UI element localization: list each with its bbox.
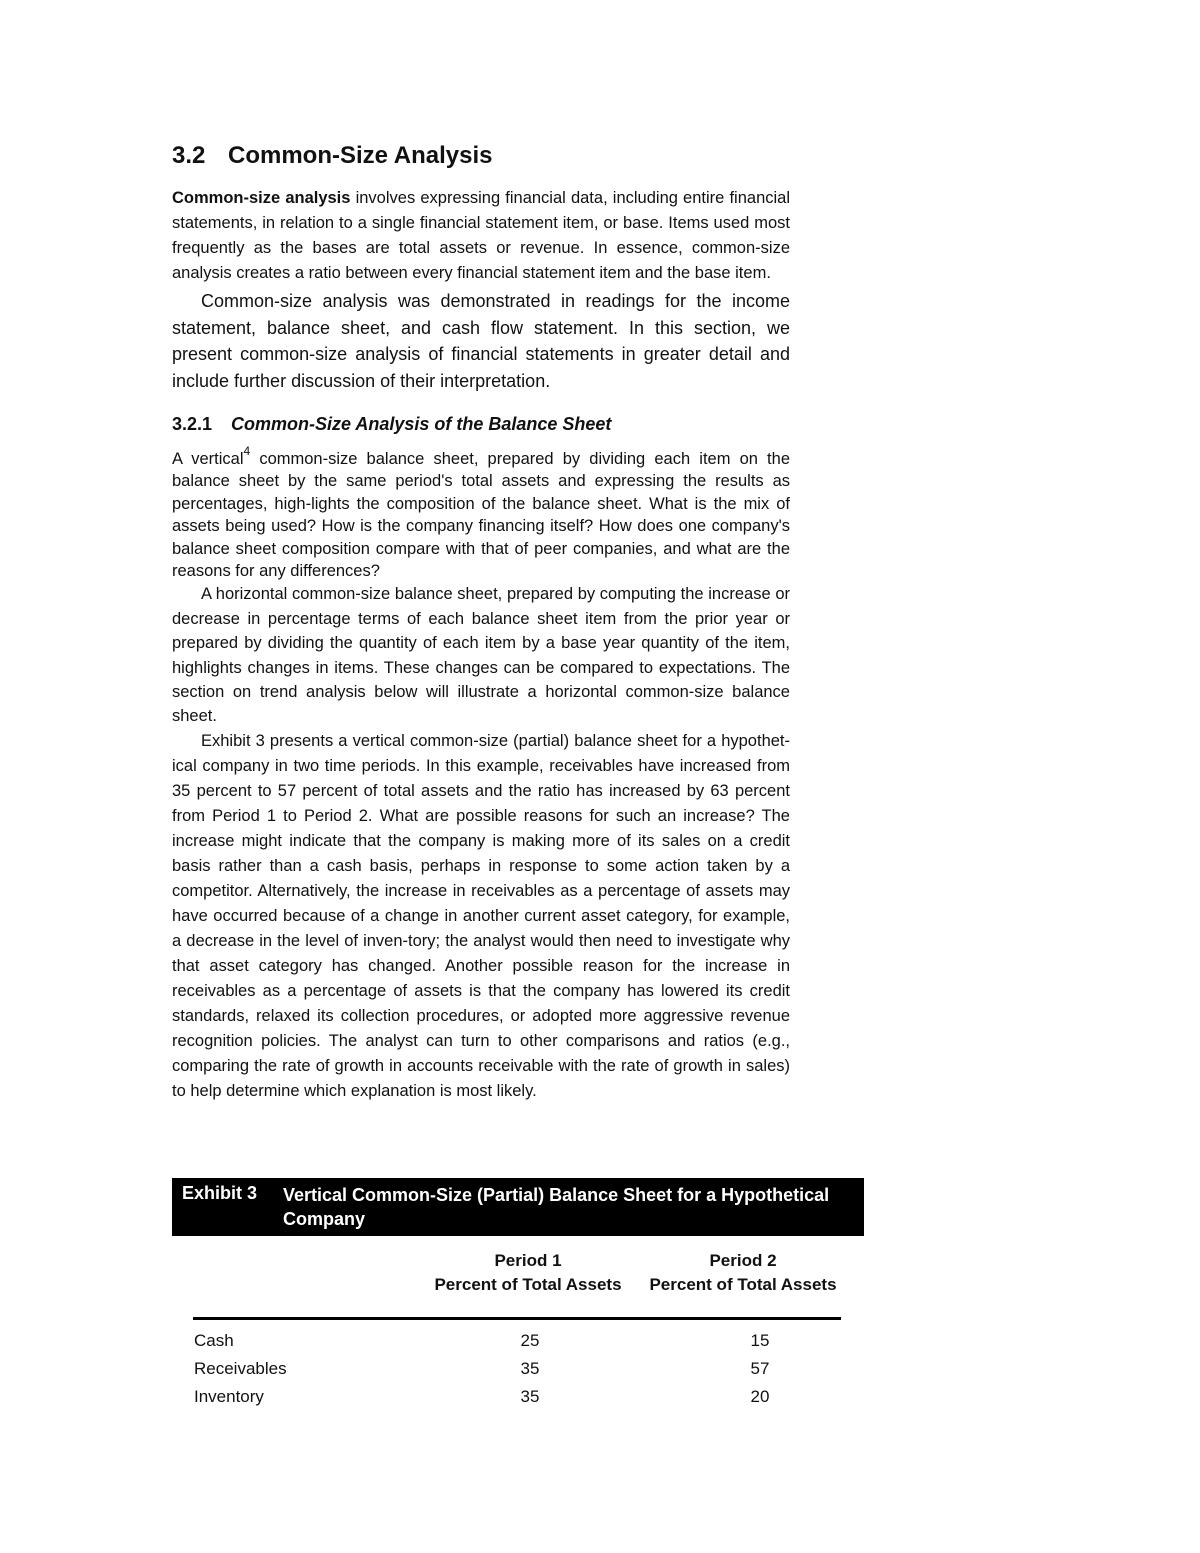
table-row — [0, 1359, 1200, 1387]
subsection-number: 3.2.1 — [172, 414, 213, 434]
column-header-period-1-line2: Percent of Total Assets — [434, 1275, 622, 1294]
section-heading — [172, 140, 790, 172]
row-period-2-value: 57 — [750, 1359, 770, 1378]
paragraph-horizontal: A horizontal common-size balance sheet, prepared by computing the increase or decrease in percentage terms of each balance sheet item from the prior year or prepared by dividing the quantity of each item by a base year quantity of the item, highlights changes in items. These changes can be compared to expectations. The section on trend analysis below will illustrate a horizontal common-size balance sheet. — [172, 585, 790, 726]
paragraph-vertical-lead: A vertical — [172, 450, 244, 468]
row-period-2-value: 15 — [750, 1331, 770, 1350]
column-header-period-2-line1: Period 2 — [709, 1251, 777, 1270]
intro-bold-lead: Common-size analysis — [172, 189, 351, 207]
document-body — [172, 140, 790, 1104]
row-period-1-value: 35 — [520, 1359, 540, 1378]
table-header-rule — [193, 1317, 841, 1320]
footnote-marker: 4 — [243, 443, 251, 458]
subsection-heading — [172, 412, 790, 436]
section-title: Common-Size Analysis — [228, 142, 493, 169]
paragraph-vertical — [172, 443, 790, 582]
row-label: Cash — [194, 1331, 234, 1350]
column-header-period-2-line2: Percent of Total Assets — [649, 1275, 837, 1294]
row-period-2-value: 20 — [750, 1387, 770, 1406]
intro-text: involves expressing financial data, including entire financial statements, in relation to a single financial statement item, or base. Items used most frequently as the bases are total assets or revenue. In essence, common-size analysis creates a ratio between every financial statement item and the base item. — [172, 189, 791, 282]
exhibit-number: Exhibit 3 — [182, 1183, 258, 1203]
paragraph-vertical-text: common-size balance sheet, prepared by dividing each item on the balance sheet by the same period's total assets and expressing the results as percentages, high-lights the composition of the balance sheet. What is the mix of assets being used? How is the company financing itself? How does one company's balance sheet composition compare with that of peer companies, and what are the reasons for any differences? — [172, 450, 790, 581]
row-period-1-value: 35 — [520, 1387, 540, 1406]
intro-paragraph — [172, 186, 790, 286]
subsection-title: Common-Size Analysis of the Balance Sheet — [231, 414, 612, 434]
column-header-period-1 — [418, 1249, 638, 1297]
table-row — [0, 1331, 1200, 1359]
table-row — [0, 1387, 1200, 1415]
paragraph-exhibit-discussion: Exhibit 3 presents a vertical common-size (partial) balance sheet for a hypothet-ical company in two time periods. In this example, receivables have increased from 35 percent to 57 percent of total assets and the ratio has increased by 63 percent from Period 1 to Period 2. What are possible reasons for such an increase? The increase might indicate that the company is making more of its sales on a credit basis rather than a cash basis, perhaps in response to some action taken by a competitor. Alternatively, the increase in receivables as a percentage of assets may have occurred because of a change in another current asset category, for example, a decrease in the level of inven-tory; the analyst would then need to investigate why that asset category has changed. Another possible reason for the increase in receivables as a percentage of assets is that the company has lowered its credit standards, relaxed its collection procedures, or adopted more aggressive revenue recognition policies. The analyst can turn to other comparisons and ratios (e.g., comparing the rate of growth in accounts receivable with the rate of growth in sales) to help determine which explanation is most likely. — [172, 731, 790, 1100]
exhibit-title: Vertical Common-Size (Partial) Balance Sheet for a Hypothetical Company — [283, 1185, 830, 1229]
intro-paragraph-2: Common-size analysis was demonstrated in readings for the income statement, balance sheet, and cash flow statement. In this section, we present common-size analysis of financial statements in greater detail and include further discussion of their interpretation. — [172, 291, 790, 391]
column-header-period-2 — [633, 1249, 853, 1297]
section-number: 3.2 — [172, 142, 206, 169]
row-label: Receivables — [194, 1359, 287, 1378]
row-label: Inventory — [194, 1387, 264, 1406]
exhibit-header — [172, 1178, 864, 1236]
column-header-period-1-line1: Period 1 — [494, 1251, 562, 1270]
row-period-1-value: 25 — [520, 1331, 540, 1350]
